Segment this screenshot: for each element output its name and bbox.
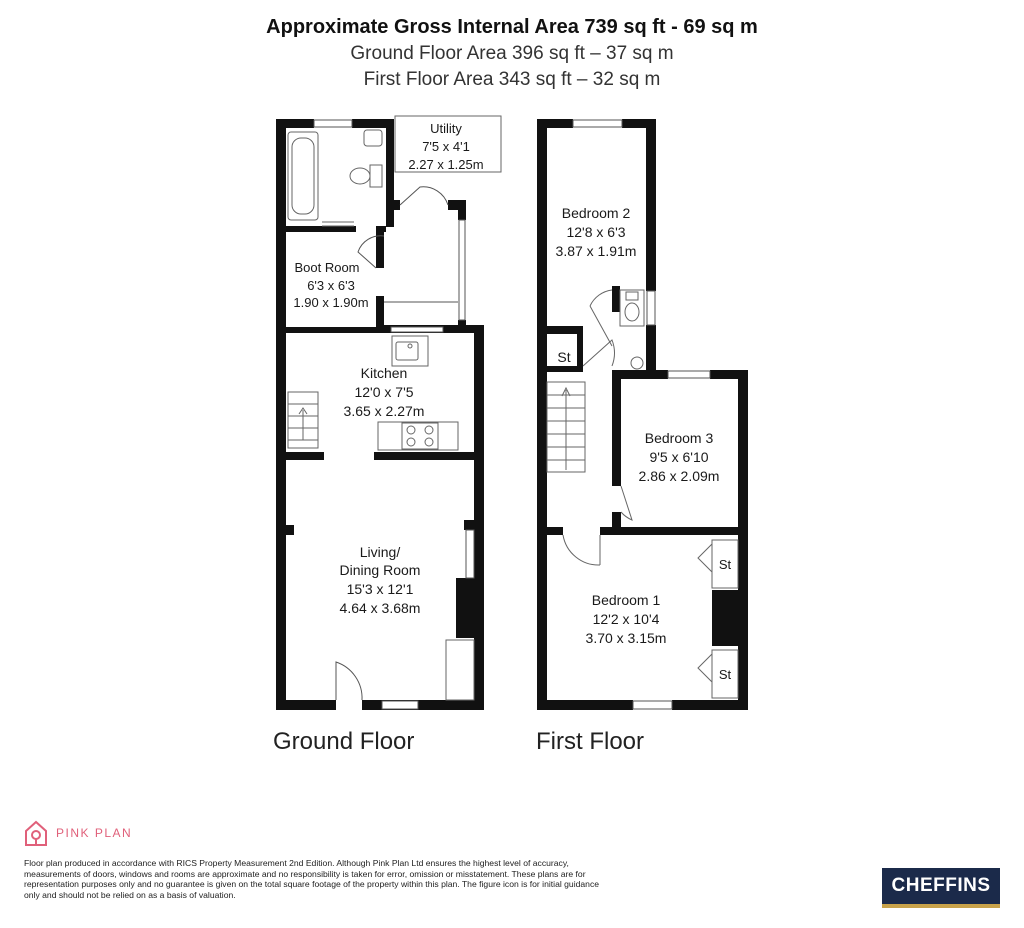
room-dims-metric: 3.87 x 1.91m [555,243,637,259]
room-name: Bedroom 3 [644,430,714,446]
pink-plan-logo [24,818,132,848]
room-dims-metric: 4.64 x 3.68m [339,600,421,616]
room-name: Utility [430,121,462,136]
room-dims-imperial: 15'3 x 12'1 [346,581,414,597]
store-label: St [718,557,732,572]
house-logo-icon [24,819,48,847]
first-floor-label: First Floor [536,728,644,755]
room-dims-imperial: 6'3 x 6'3 [307,278,355,293]
brand-stripe [882,904,1000,908]
room-name: Bedroom 1 [591,592,661,608]
brand-text: CHEFFINS [891,875,991,896]
room-dims-imperial: 12'8 x 6'3 [566,224,626,240]
room-dims-imperial: 9'5 x 6'10 [649,449,709,465]
room-dims-imperial: 7'5 x 4'1 [422,139,470,154]
room-name: Kitchen [360,365,408,381]
room-name: Living/ [359,544,401,560]
room-name: Bedroom 2 [561,205,631,221]
room-dims-metric: 3.70 x 3.15m [585,630,667,646]
first-floor-area: First Floor Area 343 sq ft – 32 sq m [363,69,661,90]
room-dims-imperial: 12'2 x 10'4 [592,611,660,627]
store-label: St [718,667,732,682]
room-dims-imperial: 12'0 x 7'5 [354,384,414,400]
room-dims-metric: 2.27 x 1.25m [408,157,484,172]
page-title: Approximate Gross Internal Area 739 sq ft - 69 sq m [266,16,758,38]
cheffins-logo [882,868,1000,904]
room-dims-metric: 3.65 x 2.27m [343,403,425,419]
ground-floor-area: Ground Floor Area 396 sq ft – 37 sq m [350,43,674,64]
ground-floor-label: Ground Floor [273,728,415,755]
room-dims-metric: 1.90 x 1.90m [293,295,369,310]
room-name: Dining Room [339,562,421,578]
room-name: Boot Room [294,260,360,275]
room-dims-metric: 2.86 x 2.09m [638,468,720,484]
ground-floor-plan [276,116,501,710]
disclaimer-text: Floor plan produced in accordance with RICS Property Measurement 2nd Edition. Although Pink Plan Ltd ensures the highest level of accuracy, measurements of doors, windows and rooms are approximate and no responsibility is taken for error, omission or misstatement. These plans are for representation purposes only and no guarantee is given on the total square footage of the property within this plan. The figure icon is for initial guidance only and should not be relied on as a basis of valuation. [24,858,600,900]
logo-text: PINK PLAN [56,826,133,840]
first-floor-plan [537,119,748,710]
first-floor-room-labels [556,205,732,682]
store-label: St [557,349,571,365]
